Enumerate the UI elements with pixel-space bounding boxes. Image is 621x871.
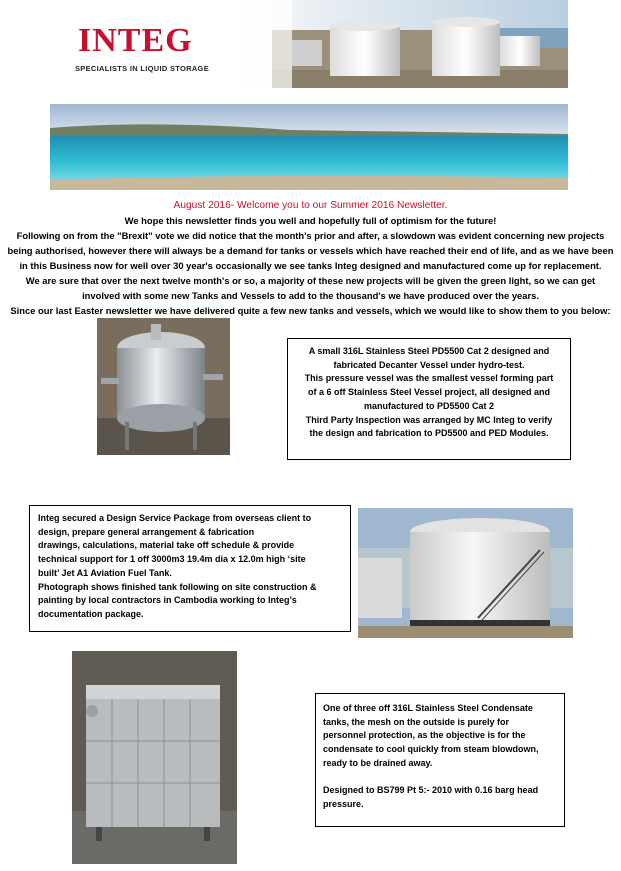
header [0,0,621,100]
description-line: condensate to cool quickly from steam blowdown, [323,744,539,755]
description-line: technical support for 1 off 3000m3 19.4m dia x 12.0m high ‘site [38,554,306,565]
aviation-fuel-tank-photo [358,508,573,638]
description-line: A small 316L Stainless Steel PD5500 Cat 2 designed and [308,346,550,356]
description-line: tanks, the mesh on the outside is purely for [323,716,510,727]
description-line: drawings, calculations, material take off schedule & provide [38,540,295,551]
logo: INTEG [78,22,193,59]
condensate-tank-description [315,693,565,827]
intro-line: involved with some new Tanks and Vessels to add to the thousand's we have produced over the years. [82,290,539,301]
intro-line: We hope this newsletter finds you well and hopefully full of optimism for the future! [124,215,497,226]
description-line: painting by local contractors in Cambodia working to Integ’s [38,595,297,606]
description-line: ready to be drained away. [323,757,433,768]
intro-line: being authorised, however there will always be a demand for tanks or vessels which have reached their end of life, and as we have been [7,245,614,256]
intro-line: Following on from the "Brexit" vote we did notice that the month's prior and after, a slowdown was evident concerning new projects [16,230,605,241]
description-line: One of three off 316L Stainless Steel Condensate [323,703,533,713]
description-line: pressure. [323,798,364,809]
description-line: documentation package. [38,608,144,619]
lagoon-photo [50,104,568,190]
description-line: personnel protection, as the objective is for the [323,730,526,741]
intro-line: in this Business now for well over 30 year's occasionally we see tanks Integ designed and manufactured come up for replacement. [19,260,602,271]
aviation-fuel-tank-description [29,505,351,632]
description-line: This pressure vessel was the smallest vessel forming part [304,373,554,384]
newsletter-title: August 2016- Welcome you to our Summer 2016 Newsletter. [173,200,448,211]
description-line: design, prepare general arrangement & fabrication [38,526,255,537]
logo-tagline: SPECIALISTS IN LIQUID STORAGE [75,64,209,73]
description-line: manufactured to PD5500 Cat 2 [363,400,495,411]
description-line: Designed to BS799 Pt 5:- 2010 with 0.16 barg head [323,785,539,796]
description-line: Photograph shows finished tank following on site construction & [38,581,317,592]
decanter-vessel-photo [97,318,230,455]
condensate-tank-photo [72,651,237,864]
decanter-vessel-description [287,338,571,460]
description-line: built’ Jet A1 Aviation Fuel Tank. [38,567,172,578]
description-line: the design and fabrication to PD5500 and PED Modules. [309,428,549,439]
description-line: of a 6 off Stainless Steel Vessel project, all designed and [307,387,551,398]
description-line: Third Party Inspection was arranged by MC Integ to verify [305,414,553,425]
description-line: fabricated Decanter Vessel under hydro-test. [333,359,525,370]
description-line: Integ secured a Design Service Package from overseas client to [38,513,312,523]
intro-line: We are sure that over the next twelve month's or so, a majority of these new projects will be given the green light, so we can get [25,275,596,286]
intro-line: Since our last Easter newsletter we have delivered quite a few new tanks and vessels, which we would like to show them to you below: [10,305,611,316]
header-storage-tanks-photo [232,0,568,88]
